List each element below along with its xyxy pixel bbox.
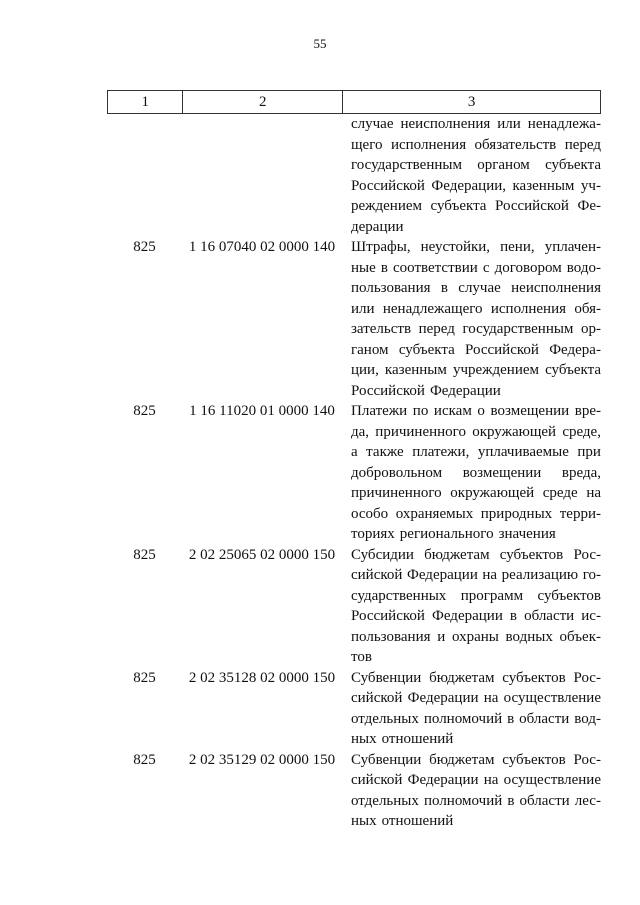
description-line: щего исполнения обязательств перед: [351, 136, 601, 153]
description-line: Субвенции бюджетам субъектов Рос-: [351, 751, 601, 768]
description-line: дерации: [351, 218, 404, 235]
description-line: ных отношений: [351, 813, 454, 829]
description-line: да, причиненного окружающей среде,: [351, 423, 601, 440]
description-line: причиненного окружающей среде на: [351, 485, 601, 501]
description-line: Субвенции бюджетам субъектов Рос-: [351, 669, 601, 686]
description-line: или ненадлежащего исполнения обя-: [351, 300, 601, 317]
table-row: [107, 237, 601, 401]
description-line: пользования в случае неисполнения: [351, 280, 601, 296]
description-line: ных отношений: [351, 731, 454, 747]
column-header-2: 2: [183, 91, 343, 114]
description-cell: [351, 668, 601, 750]
description-cell: [351, 750, 601, 832]
description-line: ции, казенным учреждением субъекта: [351, 362, 601, 378]
column-header-row: [108, 91, 601, 114]
description-cell: [351, 114, 601, 237]
description-cell: [351, 401, 601, 545]
description-line: Российской Федерации: [351, 382, 501, 399]
description-line: сударственных программ субъектов: [351, 587, 601, 604]
table-row: [107, 401, 601, 545]
page-number: 55: [313, 36, 327, 51]
table-row: [107, 750, 601, 832]
table-body: [107, 114, 601, 832]
description-line: Российской Федерации в области ис-: [351, 608, 601, 624]
description-line: Субсидии бюджетам субъектов Рос-: [351, 546, 601, 563]
description-line: Платежи по искам о возмещении вре-: [351, 403, 601, 419]
description-line: ганом субъекта Российской Федера-: [351, 341, 601, 358]
description-line: особо охраняемых природных терри-: [351, 505, 601, 522]
description-line: добровольном возмещении вреда,: [351, 464, 601, 481]
description-line: сийской Федерации на осуществление: [351, 690, 601, 706]
description-line: а также платежи, уплачиваемые при: [351, 444, 601, 460]
description-line: ториях регионального значения: [351, 526, 556, 542]
description-line: отдельных полномочий в области вод-: [351, 710, 601, 727]
description-cell: [351, 237, 601, 401]
admin-code-cell: [107, 114, 182, 237]
table-row: [107, 668, 601, 750]
description-line: сийской Федерации на реализацию го-: [351, 567, 601, 583]
budget-code-cell: 2 02 25065 02 0000 150: [188, 546, 336, 563]
budget-code-cell: 1 16 07040 02 0000 140: [188, 239, 336, 255]
admin-code-cell: 825: [133, 403, 156, 419]
column-header-1: 1: [108, 91, 183, 114]
description-line: ные в соответствии с договором водо-: [351, 259, 601, 276]
description-line: пользования и охраны водных объек-: [351, 628, 601, 645]
budget-code-cell: 2 02 35128 02 0000 150: [188, 669, 336, 686]
budget-code-cell: 1 16 11020 01 0000 140: [189, 403, 335, 419]
column-header-table: [107, 90, 601, 114]
column-header-3: 3: [343, 91, 601, 114]
description-line: отдельных полномочий в области лес-: [351, 792, 601, 809]
description-cell: [351, 545, 601, 668]
budget-code-cell: 2 02 35129 02 0000 150: [188, 751, 336, 768]
description-line: Штрафы, неустойки, пени, уплачен-: [351, 239, 601, 255]
description-line: сийской Федерации на осуществление: [351, 772, 601, 788]
description-line: тов: [351, 649, 372, 665]
admin-code-cell: 825: [133, 669, 156, 686]
description-line: реждением субъекта Российской Фе-: [351, 198, 601, 214]
table-row: [107, 114, 601, 237]
admin-code-cell: 825: [133, 751, 156, 768]
admin-code-cell: 825: [133, 239, 156, 255]
description-line: Российской Федерации, казенным уч-: [351, 177, 601, 194]
description-line: случае неисполнения или ненадлежа-: [351, 116, 601, 132]
admin-code-cell: 825: [133, 546, 156, 563]
description-line: зательств перед государственным ор-: [351, 321, 601, 337]
budget-code-cell: [182, 114, 342, 237]
table-row: [107, 545, 601, 668]
description-line: государственным органом субъекта: [351, 157, 601, 173]
